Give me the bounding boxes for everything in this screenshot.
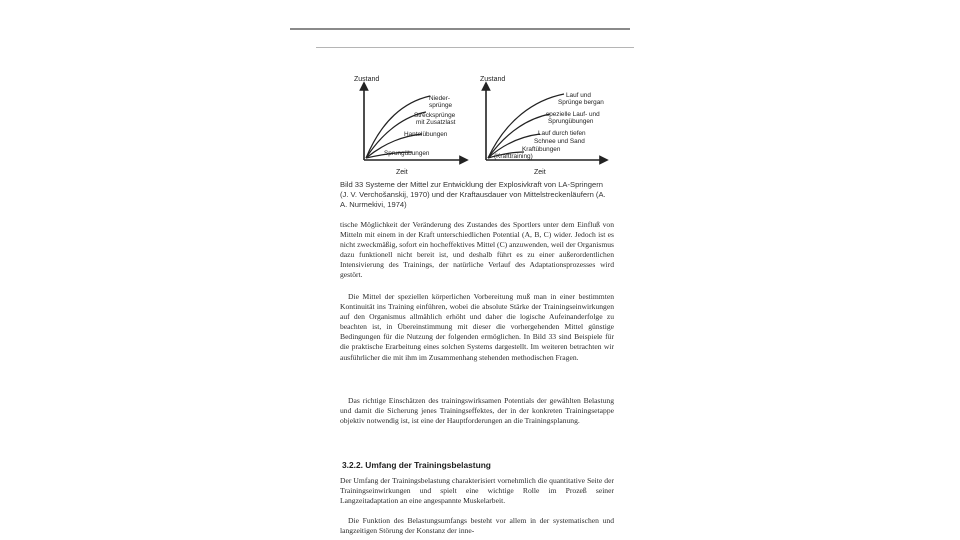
svg-text:Nieder-	[429, 95, 450, 102]
left-xlabel: Zeit	[396, 169, 408, 176]
left-curve-label-1b: sprünge	[429, 102, 453, 109]
right-xlabel: Zeit	[534, 169, 546, 176]
right-curve-label-1b: Sprünge bergan	[558, 99, 604, 106]
left-curve-label-2b: mit Zusatzlast	[416, 119, 456, 126]
top-rule-line	[290, 28, 630, 30]
book-page	[334, 60, 618, 540]
right-curve-label-2a: spezielle Lauf- und	[546, 111, 600, 118]
paragraph-4: Der Umfang der Trainingsbelastung charakterisiert vornehmlich die quantitative Seite der Trainingseinwirkungen und spielt eine wichtige Rolle im Prozeß seiner Langzeitadaptation an eine angespannte Muskelarbeit.	[340, 476, 614, 506]
left-curve-label-4: Sprungübungen	[384, 150, 430, 157]
section-heading: 3.2.2. Umfang der Trainingsbelastung	[342, 460, 491, 470]
figure-caption: Bild 33 Systeme der Mittel zur Entwicklung der Explosivkraft von LA-Springern (J. V. Verchošanskij, 1970) und der Kraftausdauer von Mittelstreckenläufern (A. A. Nurmekivi, 1974)	[340, 180, 606, 209]
right-curve-label-3a: Lauf durch tiefen	[538, 130, 586, 137]
right-curve-label-4b: (Krafttraining)	[494, 153, 533, 160]
right-chart	[480, 76, 604, 176]
figure-33	[334, 60, 618, 180]
svg-text:sprünge	[429, 102, 453, 109]
paragraph-1: tische Möglichkeit der Veränderung des Zustandes des Sportlers unter dem Einfluß von Mitteln mit einem in der Kraft unterschiedlichen Potential (A, B, C) wider. Jedoch ist es nicht zweckmäßig, sofort ein hocheffektives Mittel (C) anzuwenden, weil der Organismus dazu funktionell nicht bereit ist, und deshalb führt es zu einer außerordentlichen Intensivierung des Trainings, der natürliche Verlauf des Adaptationsprozesses wird gestört.	[340, 220, 614, 280]
left-curve-1	[366, 96, 430, 158]
left-chart	[354, 76, 464, 176]
right-ylabel: Zustand	[480, 76, 506, 83]
left-ylabel: Zustand	[354, 76, 380, 83]
paragraph-2: Die Mittel der speziellen körperlichen Vorbereitung muß man in einer bestimmten Kontinuität ins Training einführen, wobei die absolute Stärke der Trainingseinwirkungen auf den Organismus allmählich erhöht und daher die logische Aufeinanderfolge zu beachten ist, in Übereinstimmung mit dieser die vorhergehenden Mittel günstige Bedingungen für die Nutzung der folgenden ermöglichen. In Bild 33 sind Beispiele für die praktische Erarbeitung eines solchen Systems dargestellt. Im weiteren betrachten wir ausführlicher die mit ihm im Zusammenhang stehenden methodischen Fragen.	[340, 292, 614, 362]
right-curve-label-3b: Schnee und Sand	[534, 138, 585, 145]
right-curve-label-2b: Sprungübungen	[548, 118, 594, 125]
right-curve-label-1a: Lauf und	[566, 92, 591, 99]
paragraph-5: Die Funktion des Belastungsumfangs besteht vor allem in der systematischen und langzeitigen Störung der Konstanz der inne-	[340, 516, 614, 536]
paragraph-3: Das richtige Einschätzen des trainingswirksamen Potentials der gewählten Belastung und damit die Sicherung jenes Trainingseffektes, der in der konkreten Trainingsetappe objektiv notwendig ist, ist eine der Hauptforderungen an die Trainingsplanung.	[340, 396, 614, 426]
left-curve-label-2a: Strecksprünge	[414, 112, 456, 119]
left-curve-label-3: Hantelübungen	[404, 131, 448, 138]
page-separator-line	[316, 47, 634, 48]
left-curve-label-1a: Nieder-	[429, 95, 450, 102]
right-curve-label-4a: Kraftübungen	[522, 146, 561, 153]
